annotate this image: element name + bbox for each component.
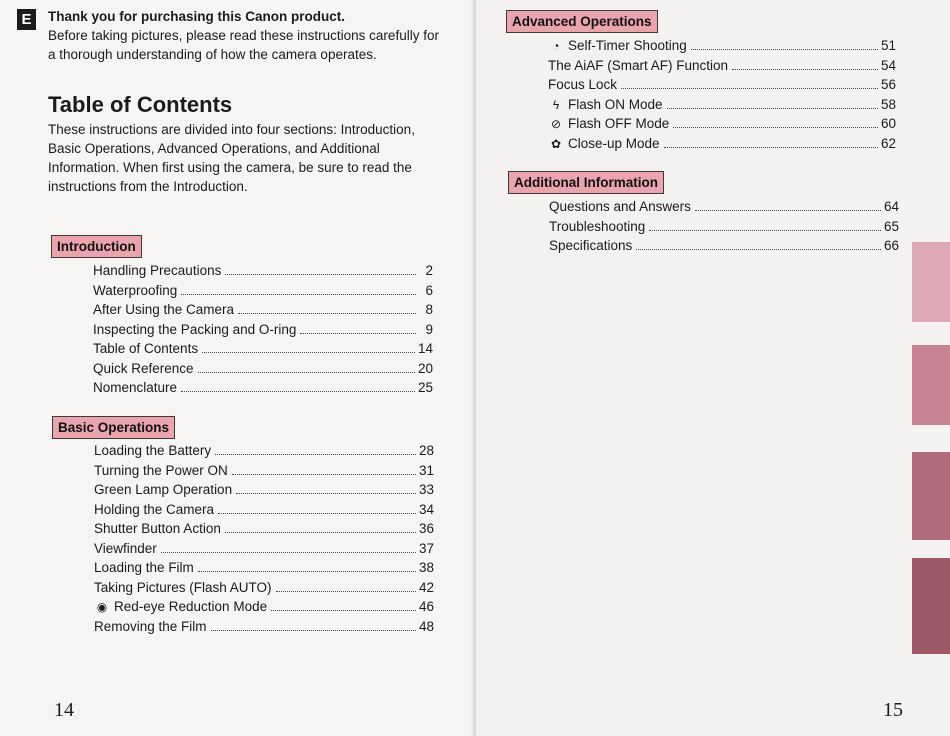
- toc-entry: [549, 199, 899, 219]
- toc-entry: [548, 58, 896, 78]
- flash-off-icon: ⊘: [550, 117, 562, 131]
- toc-entry-page: 48: [418, 618, 434, 634]
- dot-leader: [271, 610, 416, 611]
- dot-leader: [181, 391, 415, 392]
- dot-leader: [300, 333, 416, 334]
- thank-you-body: Before taking pictures, please read these instructions carefully for a thorough understanding of how the camera operates.: [48, 28, 439, 62]
- toc-entry-title: [94, 619, 207, 634]
- dot-leader: [211, 630, 416, 631]
- toc-entry-page: 66: [883, 238, 899, 253]
- dot-leader: [225, 532, 416, 533]
- toc-list-introduction: [93, 263, 433, 400]
- toc-entry-text: Self-Timer Shooting: [568, 38, 687, 53]
- toc-entry-text: Troubleshooting: [549, 218, 646, 234]
- toc-entry-text: Shutter Button Action: [94, 521, 221, 536]
- toc-entry: [93, 302, 433, 322]
- toc-entry-text: After Using the Camera: [93, 302, 235, 317]
- toc-entry: [548, 38, 896, 58]
- dot-leader: [225, 274, 416, 275]
- toc-entry: [549, 238, 899, 258]
- toc-entry-page: 51: [880, 38, 896, 53]
- toc-entry: [93, 380, 433, 400]
- toc-entry: [548, 77, 896, 97]
- toc-entry: [94, 502, 434, 522]
- dot-leader: [649, 230, 881, 231]
- toc-entry: [94, 560, 434, 580]
- toc-entry: [94, 482, 434, 502]
- toc-entry: [93, 322, 433, 342]
- toc-entry-title: [549, 238, 632, 253]
- toc-entry-title: [549, 199, 691, 214]
- toc-entry-page: 2: [425, 263, 433, 278]
- toc-entry-page: 54: [880, 57, 896, 73]
- toc-entry-title: [548, 97, 663, 112]
- intro-paragraph: These instructions are divided into four sections: Introduction, Basic Operations, Advanced Operations, and Additional Information. When first using the camera, be sure to read the instructions from the Introduction.: [48, 122, 415, 194]
- dot-leader: [198, 571, 416, 572]
- edge-tab-advanced-operations: [912, 452, 950, 540]
- red-eye-icon: ◉: [96, 600, 108, 614]
- toc-entry-title: [93, 322, 296, 337]
- toc-entry-title: [94, 560, 194, 575]
- toc-entry-page: 14: [417, 341, 433, 356]
- dot-leader: [636, 249, 881, 250]
- toc-entry-text: Red-eye Reduction Mode: [114, 599, 268, 614]
- toc-entry: [94, 580, 434, 600]
- toc-entry-text: Removing the Film: [94, 618, 207, 634]
- toc-entry-text: Loading the Film: [94, 560, 194, 575]
- self-timer-icon: ◔: [552, 39, 560, 53]
- toc-entry-page: 6: [425, 282, 433, 298]
- toc-entry-page: 20: [417, 360, 433, 376]
- toc-entry: [549, 219, 899, 239]
- dot-leader: [202, 352, 415, 353]
- toc-entry: [93, 361, 433, 381]
- toc-entry-text: Focus Lock: [548, 77, 618, 92]
- toc-entry-title: [93, 361, 194, 376]
- toc-entry-title: [94, 463, 228, 478]
- dot-leader: [198, 372, 415, 373]
- dot-leader: [667, 108, 878, 109]
- toc-entry-page: 25: [417, 380, 433, 395]
- toc-entry-page: 9: [425, 321, 433, 337]
- toc-list-advanced-operations: [548, 38, 896, 155]
- section-label-introduction: Introduction: [51, 235, 142, 258]
- toc-entry-title: [94, 521, 221, 536]
- thank-you-note: [48, 7, 448, 64]
- toc-entry-title: [548, 116, 669, 131]
- toc-entry-page: 62: [880, 135, 896, 151]
- toc-entry-page: 8: [425, 302, 433, 317]
- dot-leader: [695, 210, 881, 211]
- toc-entry: [548, 97, 896, 117]
- dot-leader: [218, 513, 416, 514]
- toc-entry-title: [94, 443, 211, 458]
- toc-entry-text: Flash OFF Mode: [568, 116, 670, 131]
- toc-entry-text: Handling Precautions: [93, 263, 222, 278]
- toc-entry-page: 28: [418, 443, 434, 458]
- toc-entry-text: Table of Contents: [93, 341, 199, 356]
- section-label-additional-information: Additional Information: [508, 171, 664, 194]
- toc-entry-page: 60: [880, 116, 896, 131]
- toc-list-additional-information: [549, 199, 899, 258]
- toc-entry-title: [93, 380, 177, 395]
- toc-entry-page: 36: [418, 521, 434, 536]
- toc-entry-text: Flash ON Mode: [568, 96, 663, 112]
- toc-entry-page: 37: [418, 540, 434, 556]
- toc-entry-text: Viewfinder: [94, 540, 157, 556]
- toc-entry-title: [549, 219, 645, 234]
- language-badge: E: [17, 9, 36, 30]
- toc-entry-title: [548, 38, 687, 53]
- toc-entry-text: Loading the Battery: [94, 443, 212, 458]
- toc-entry-text: Questions and Answers: [549, 199, 691, 214]
- dot-leader: [276, 591, 416, 592]
- left-page: [0, 0, 474, 736]
- toc-entry: [94, 541, 434, 561]
- thank-you-title: Thank you for purchasing this Canon product.: [48, 9, 346, 24]
- dot-leader: [664, 147, 878, 148]
- toc-entry-page: 56: [880, 77, 896, 92]
- edge-tab-basic-operations: [912, 345, 950, 425]
- toc-entry-text: The AiAF (Smart AF) Function: [548, 57, 729, 73]
- toc-entry-title: [548, 58, 728, 73]
- toc-list-basic-operations: [94, 443, 434, 638]
- toc-entry-title: [93, 341, 198, 356]
- toc-entry: [94, 521, 434, 541]
- toc-entry-text: Nomenclature: [93, 380, 178, 395]
- toc-entry-title: [93, 283, 177, 298]
- toc-entry: [94, 599, 434, 619]
- toc-entry-title: [94, 580, 272, 595]
- toc-entry-text: Holding the Camera: [94, 501, 215, 517]
- dot-leader: [691, 49, 878, 50]
- edge-tab-additional-information: [912, 558, 950, 654]
- page-number-right: 15: [883, 699, 903, 721]
- dot-leader: [621, 88, 878, 89]
- toc-entry-title: [548, 77, 617, 92]
- close-up-icon: ✿: [550, 136, 562, 151]
- dot-leader: [232, 474, 416, 475]
- toc-entry: [94, 619, 434, 639]
- toc-entry-text: Waterproofing: [93, 282, 178, 298]
- dot-leader: [236, 493, 416, 494]
- toc-entry: [94, 443, 434, 463]
- toc-entry-text: Green Lamp Operation: [94, 482, 233, 497]
- toc-entry-title: [548, 136, 660, 151]
- dot-leader: [181, 294, 416, 295]
- toc-entry-page: 34: [418, 501, 434, 517]
- toc-entry-page: 38: [418, 560, 434, 575]
- section-label-advanced-operations: Advanced Operations: [506, 10, 658, 33]
- toc-entry: [548, 136, 896, 156]
- toc-entry-title: [94, 482, 232, 497]
- toc-entry: [93, 283, 433, 303]
- toc-entry-text: Taking Pictures (Flash AUTO): [94, 579, 272, 595]
- toc-entry-title: [94, 541, 157, 556]
- toc-entry: [548, 116, 896, 136]
- page-title: Table of Contents: [48, 92, 233, 117]
- toc-entry-page: 65: [883, 218, 899, 234]
- toc-entry: [93, 263, 433, 283]
- toc-entry-page: 64: [883, 199, 899, 214]
- toc-entry-text: Turning the Power ON: [94, 462, 228, 478]
- toc-entry-title: [94, 502, 214, 517]
- toc-entry-page: 31: [418, 462, 434, 478]
- toc-entry-page: 33: [418, 482, 434, 497]
- toc-entry-page: 58: [880, 96, 896, 112]
- toc-entry-page: 42: [418, 579, 434, 595]
- right-page: [476, 0, 950, 736]
- toc-entry-text: Specifications: [549, 238, 633, 253]
- dot-leader: [161, 552, 416, 553]
- edge-tab-introduction: [912, 242, 950, 322]
- toc-entry: [94, 463, 434, 483]
- dot-leader: [732, 69, 878, 70]
- dot-leader: [215, 454, 416, 455]
- toc-entry-text: Inspecting the Packing and O-ring: [93, 321, 297, 337]
- dot-leader: [673, 127, 878, 128]
- toc-entry-title: [93, 302, 234, 317]
- toc-entry-text: Close-up Mode: [568, 135, 660, 151]
- flash-on-icon: ϟ: [552, 97, 560, 112]
- toc-entry-title: [94, 599, 267, 614]
- toc-entry-title: [93, 263, 221, 278]
- dot-leader: [238, 313, 416, 314]
- toc-entry-page: 46: [418, 599, 434, 614]
- section-label-basic-operations: Basic Operations: [52, 416, 175, 439]
- page-number-left: 14: [54, 699, 74, 721]
- toc-entry-text: Quick Reference: [93, 360, 194, 376]
- toc-entry: [93, 341, 433, 361]
